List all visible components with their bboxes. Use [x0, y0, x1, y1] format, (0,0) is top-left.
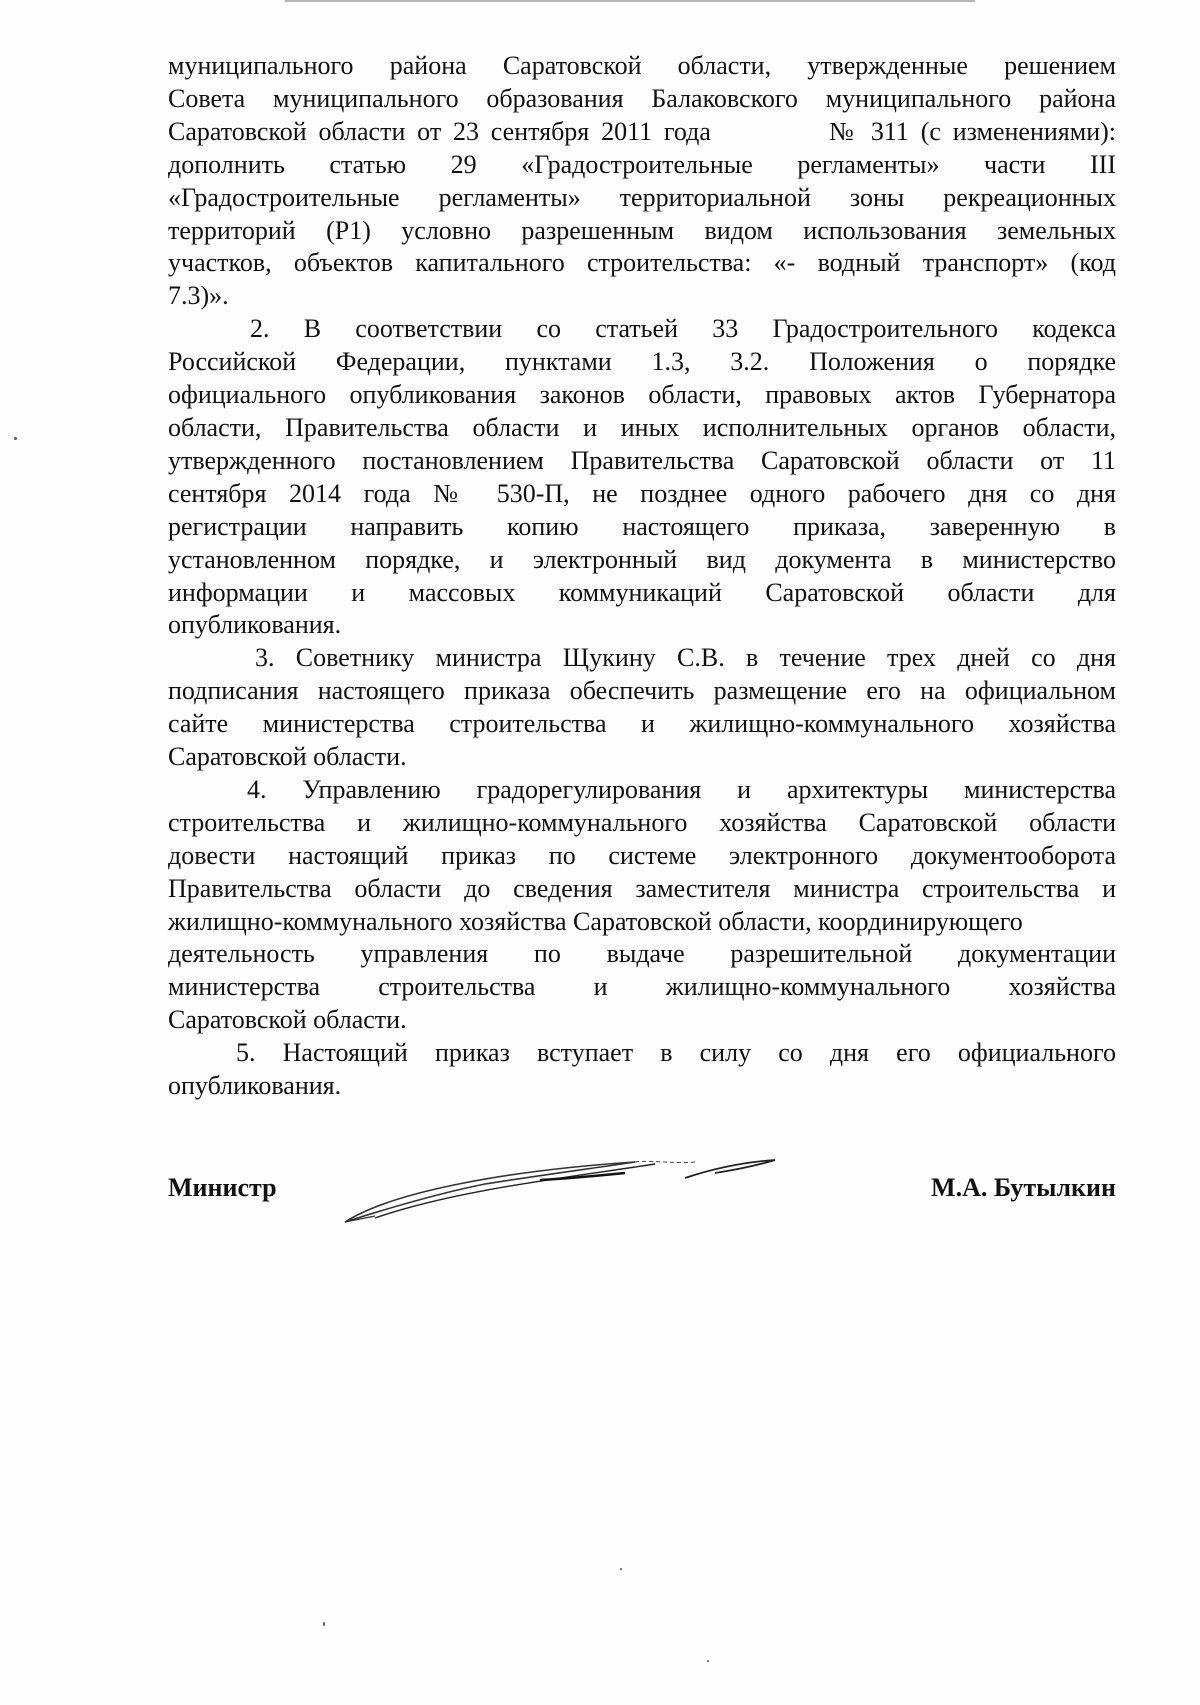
text-line: министерства строительства и жилищно-коммунального хозяйства [168, 972, 1116, 1002]
scan-speck [323, 1622, 325, 1626]
text-line: участков, объектов капитального строительства: «- водный транспорт» (код [168, 248, 1116, 278]
text-line: деятельность управления по выдаче разрешительной документации [168, 939, 1116, 969]
top-border-line [285, 0, 975, 2]
text-line: регистрации направить копию настоящего приказа, заверенную в [168, 511, 1116, 541]
text-line: информации и массовых коммуникаций Саратовской области для [168, 577, 1116, 607]
document-body [168, 50, 1116, 1103]
text-line: Правительства области до сведения заместителя министра строительства и [168, 873, 1116, 903]
text-line: 7.3)». [168, 281, 229, 311]
text-line: Саратовской области. [168, 1005, 407, 1035]
text-line: территорий (Р1) условно разрешенным видом использования земельных [168, 215, 1116, 245]
text-line: опубликования. [168, 610, 342, 640]
scan-speck [14, 437, 17, 440]
text-line: довести настоящий приказ по системе электронного документооборота [168, 840, 1116, 870]
text-line: Саратовской области. [168, 742, 407, 772]
text-line: строительства и жилищно-коммунального хозяйства Саратовской области [168, 807, 1116, 837]
paragraph-4-first-line: 4. Управлению градорегулирования и архитектуры министерства [247, 774, 1116, 804]
text-line: официального опубликования законов области, правовых актов Губернатора [168, 380, 1116, 410]
text-line: опубликования. [168, 1071, 342, 1101]
text-line: сентября 2014 года № 530-П, не позднее одного рабочего дня со дня [168, 478, 1116, 508]
text-line: Совета муниципального образования Балаковского муниципального района [168, 83, 1116, 113]
text-line: жилищно-коммунального хозяйства Саратовской области, координирующего [168, 906, 1023, 936]
paragraph-2-first-line: 2. В соответствии со статьей 33 Градостроительного кодекса [250, 314, 1116, 344]
text-line: подписания настоящего приказа обеспечить размещение его на официальном [168, 676, 1116, 706]
text-line: утвержденного постановлением Правительства Саратовской области от 11 [168, 445, 1116, 475]
text-line: муниципального района Саратовской области, утвержденные решением [168, 51, 1116, 80]
text-line: Саратовской области от 23 сентября 2011 года № 311 (с изменениями): [168, 116, 1116, 146]
text-line: «Градостроительные регламенты» территориальной зоны рекреационных [168, 182, 1116, 212]
text-line: Российской Федерации, пунктами 1.3, 3.2. Положения о порядке [168, 347, 1116, 377]
signatory-name: М.А. Бутылкин [931, 1173, 1116, 1202]
scan-speck [707, 1660, 709, 1662]
paragraph-5-first-line: 5. Настоящий приказ вступает в силу со дня его официального [236, 1038, 1116, 1068]
text-line: области, Правительства области и иных исполнительных органов области, [168, 412, 1116, 442]
signatory-title: Министр [168, 1173, 277, 1202]
text-line: сайте министерства строительства и жилищно-коммунального хозяйства [168, 709, 1116, 739]
scan-speck [620, 1568, 622, 1570]
text-line: установленном порядке, и электронный вид документа в министерство [168, 544, 1116, 574]
signature-block [168, 1170, 1116, 1210]
text-line: дополнить статью 29 «Градостроительные регламенты» части III [168, 149, 1116, 179]
paragraph-3-first-line: 3. Советнику министра Щукину С.В. в течение трех дней со дня [255, 643, 1116, 673]
